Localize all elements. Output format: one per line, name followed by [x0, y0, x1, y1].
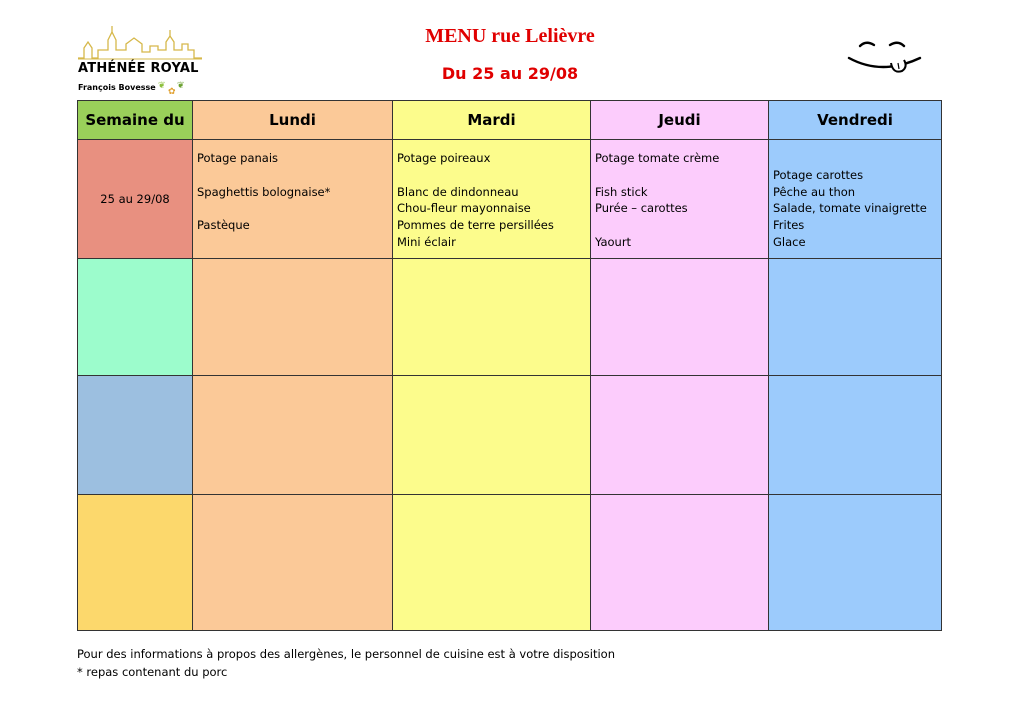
menu-cell-vendredi: [769, 259, 942, 376]
leaf-icon: ❦: [158, 80, 166, 90]
table-row: [78, 259, 942, 376]
header-jeudi: Jeudi: [591, 101, 769, 140]
menu-item: Potage poireaux: [397, 151, 491, 165]
table-row: [78, 495, 942, 631]
menu-cell-jeudi: [591, 495, 769, 631]
menu-cell-jeudi: [591, 140, 769, 259]
leaf-icon: ✿: [168, 86, 176, 96]
menu-item: Potage carottes: [773, 167, 864, 182]
header-lundi: Lundi: [193, 101, 393, 140]
header-vendredi: Vendredi: [769, 101, 942, 140]
menu-item: Potage tomate crème: [595, 151, 720, 165]
menu-table: [77, 100, 942, 631]
menu-cell-vendredi: [769, 376, 942, 495]
menu-cell-mardi: [393, 495, 591, 631]
menu-item: [397, 167, 586, 184]
allergen-notice: Pour des informations à propos des allergènes, le personnel de cuisine est à votre disposition: [77, 647, 616, 661]
menu-title: MENU rue Lelièvre: [425, 25, 595, 47]
menu-cell-lundi: [193, 495, 393, 631]
menu-item: Frites: [773, 218, 805, 233]
menu-item: [595, 217, 764, 234]
menu-item: [197, 200, 388, 217]
menu-item: Glace: [773, 234, 806, 249]
menu-cell-vendredi: [769, 495, 942, 631]
menu-item: Pastèque: [197, 218, 250, 233]
menu-cell-jeudi: [591, 259, 769, 376]
school-logo: [74, 22, 204, 100]
menu-cell-mardi: [393, 376, 591, 495]
menu-cell-lundi: [193, 140, 393, 259]
header-mardi: Mardi: [393, 101, 591, 140]
table-row: [78, 140, 942, 259]
menu-cell-vendredi: [769, 140, 942, 259]
menu-item: Chou-fleur mayonnaise: [397, 201, 531, 216]
menu-item: Purée – carottes: [595, 201, 688, 216]
menu-cell-mardi: [393, 259, 591, 376]
menu-cell-lundi: [193, 259, 393, 376]
menu-item: [773, 150, 937, 167]
week-cell: [78, 259, 193, 376]
leaf-icon: ❦: [177, 80, 185, 90]
week-cell: 25 au 29/08: [78, 140, 193, 259]
menu-item: [197, 167, 388, 184]
footer: [77, 645, 615, 681]
menu-cell-mardi: [393, 140, 591, 259]
menu-item: Mini éclair: [397, 234, 456, 249]
week-cell: [78, 376, 193, 495]
menu-item: Fish stick: [595, 184, 648, 199]
menu-item: Pommes de terre persillées: [397, 218, 554, 233]
menu-item: [595, 167, 764, 184]
logo-subtitle: François Bovesse: [78, 83, 156, 92]
menu-item: Pêche au thon: [773, 184, 856, 199]
logo-name: ATHÉNÉE ROYAL: [78, 61, 199, 76]
header-week: Semaine du: [78, 101, 193, 140]
menu-item: Salade, tomate vinaigrette: [773, 201, 927, 216]
castle-skyline-icon: [78, 22, 202, 60]
menu-item: Blanc de dindonneau: [397, 184, 519, 199]
week-cell: [78, 495, 193, 631]
menu-cell-lundi: [193, 376, 393, 495]
menu-item: Potage panais: [197, 151, 279, 165]
header-row: [78, 101, 942, 140]
menu-cell-jeudi: [591, 376, 769, 495]
pork-note: * repas contenant du porc: [77, 665, 228, 679]
table-row: [78, 376, 942, 495]
tongue-out-smiley-icon: [846, 38, 924, 76]
menu-item: Spaghettis bolognaise*: [197, 184, 331, 199]
menu-item: Yaourt: [595, 234, 632, 249]
menu-date-range: Du 25 au 29/08: [441, 64, 579, 83]
